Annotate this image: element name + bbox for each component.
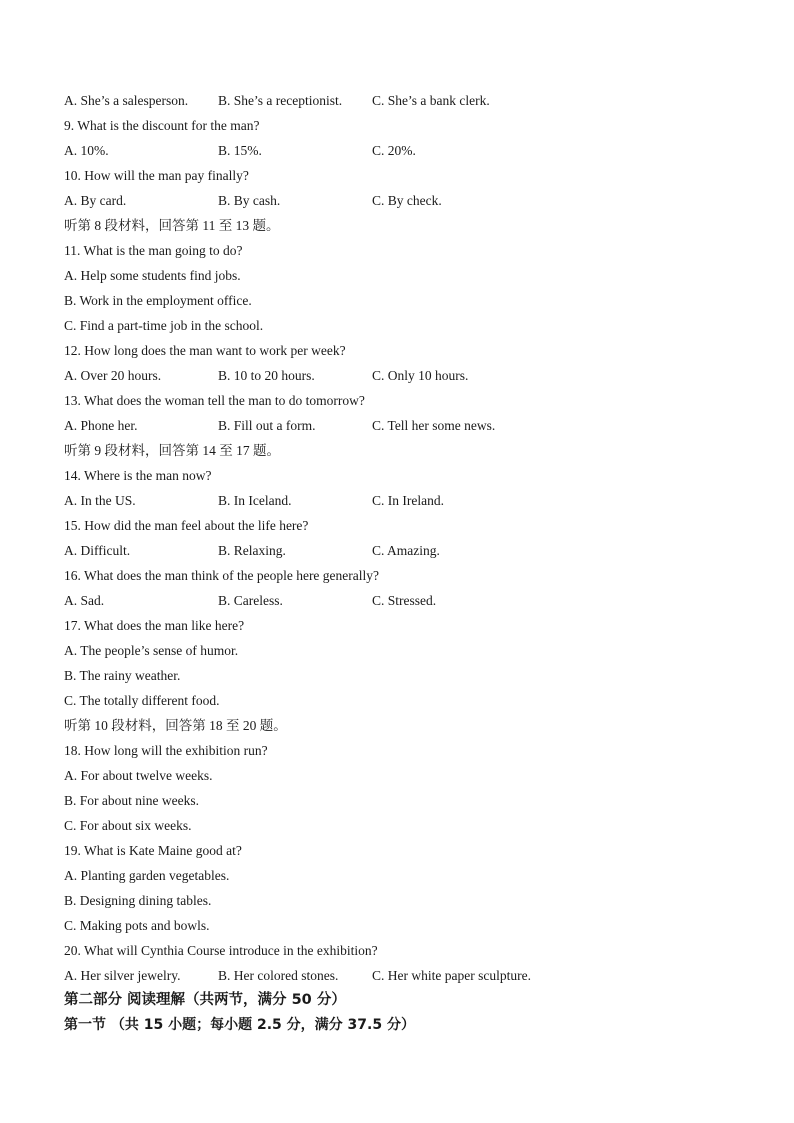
exam-page xyxy=(64,88,744,1038)
option-a: A. Difficult. xyxy=(64,543,131,558)
option-b: B. Her colored stones. xyxy=(218,968,339,983)
option-line: C. The totally different food. xyxy=(64,693,220,708)
options-row xyxy=(64,138,744,163)
subsection-heading: 第一节 （共 15 小题；每小题 2.5 分，满分 37.5 分） xyxy=(64,1017,415,1033)
option-line: C. Find a part-time job in the school. xyxy=(64,318,264,333)
option-c: C. She’s a bank clerk. xyxy=(372,93,490,108)
option-b: B. In Iceland. xyxy=(218,493,292,508)
option-b: B. She’s a receptionist. xyxy=(218,93,343,108)
question-text: 20. What will Cynthia Course introduce in the exhibition? xyxy=(64,943,378,958)
option-c: C. 20%. xyxy=(372,143,416,158)
question-text: 19. What is Kate Maine good at? xyxy=(64,843,242,858)
option-line: B. For about nine weeks. xyxy=(64,793,199,808)
option-line: A. The people’s sense of humor. xyxy=(64,643,239,658)
option-c: C. Amazing. xyxy=(372,543,440,558)
question-text: 10. How will the man pay finally? xyxy=(64,168,249,183)
option-line: C. For about six weeks. xyxy=(64,818,192,833)
option-a: A. Over 20 hours. xyxy=(64,368,162,383)
question-text: 12. How long does the man want to work per week? xyxy=(64,343,346,358)
option-a: A. She’s a salesperson. xyxy=(64,93,189,108)
option-c: C. By check. xyxy=(372,193,442,208)
option-b: B. 10 to 20 hours. xyxy=(218,368,315,383)
option-b: B. 15%. xyxy=(218,143,262,158)
options-row xyxy=(64,88,744,113)
options-row xyxy=(64,363,744,388)
option-line: B. Work in the employment office. xyxy=(64,293,252,308)
option-a: A. By card. xyxy=(64,193,127,208)
options-row xyxy=(64,188,744,213)
option-c: C. Her white paper sculpture. xyxy=(372,968,531,983)
section-instruction: 听第 8 段材料，回答第 11 至 13 题。 xyxy=(64,218,280,233)
section-instruction: 听第 9 段材料，回答第 14 至 17 题。 xyxy=(64,443,280,458)
options-row xyxy=(64,488,744,513)
options-row xyxy=(64,538,744,563)
question-text: 13. What does the woman tell the man to do tomorrow? xyxy=(64,393,365,408)
option-line: C. Making pots and bowls. xyxy=(64,918,210,933)
question-text: 16. What does the man think of the people here generally? xyxy=(64,568,380,583)
option-c: C. Tell her some news. xyxy=(372,418,496,433)
option-line: A. Planting garden vegetables. xyxy=(64,868,230,883)
question-text: 9. What is the discount for the man? xyxy=(64,118,260,133)
option-a: A. Sad. xyxy=(64,593,105,608)
question-text: 14. Where is the man now? xyxy=(64,468,212,483)
question-text: 15. How did the man feel about the life here? xyxy=(64,518,309,533)
option-c: C. Stressed. xyxy=(372,593,437,608)
option-line: A. Help some students find jobs. xyxy=(64,268,241,283)
option-line: A. For about twelve weeks. xyxy=(64,768,213,783)
options-row xyxy=(64,588,744,613)
section-instruction: 听第 10 段材料，回答第 18 至 20 题。 xyxy=(64,718,287,733)
options-row xyxy=(64,963,744,988)
question-text: 18. How long will the exhibition run? xyxy=(64,743,268,758)
question-text: 11. What is the man going to do? xyxy=(64,243,243,258)
option-a: A. 10%. xyxy=(64,143,109,158)
option-b: B. By cash. xyxy=(218,193,281,208)
option-line: B. Designing dining tables. xyxy=(64,893,212,908)
option-b: B. Relaxing. xyxy=(218,543,286,558)
option-b: B. Careless. xyxy=(218,593,283,608)
option-c: C. In Ireland. xyxy=(372,493,444,508)
option-c: C. Only 10 hours. xyxy=(372,368,469,383)
part-heading: 第二部分 阅读理解（共两节，满分 50 分） xyxy=(64,992,346,1008)
options-row xyxy=(64,413,744,438)
option-a: A. In the US. xyxy=(64,493,136,508)
option-a: A. Her silver jewelry. xyxy=(64,968,181,983)
option-a: A. Phone her. xyxy=(64,418,138,433)
option-b: B. Fill out a form. xyxy=(218,418,316,433)
option-line: B. The rainy weather. xyxy=(64,668,181,683)
question-text: 17. What does the man like here? xyxy=(64,618,245,633)
